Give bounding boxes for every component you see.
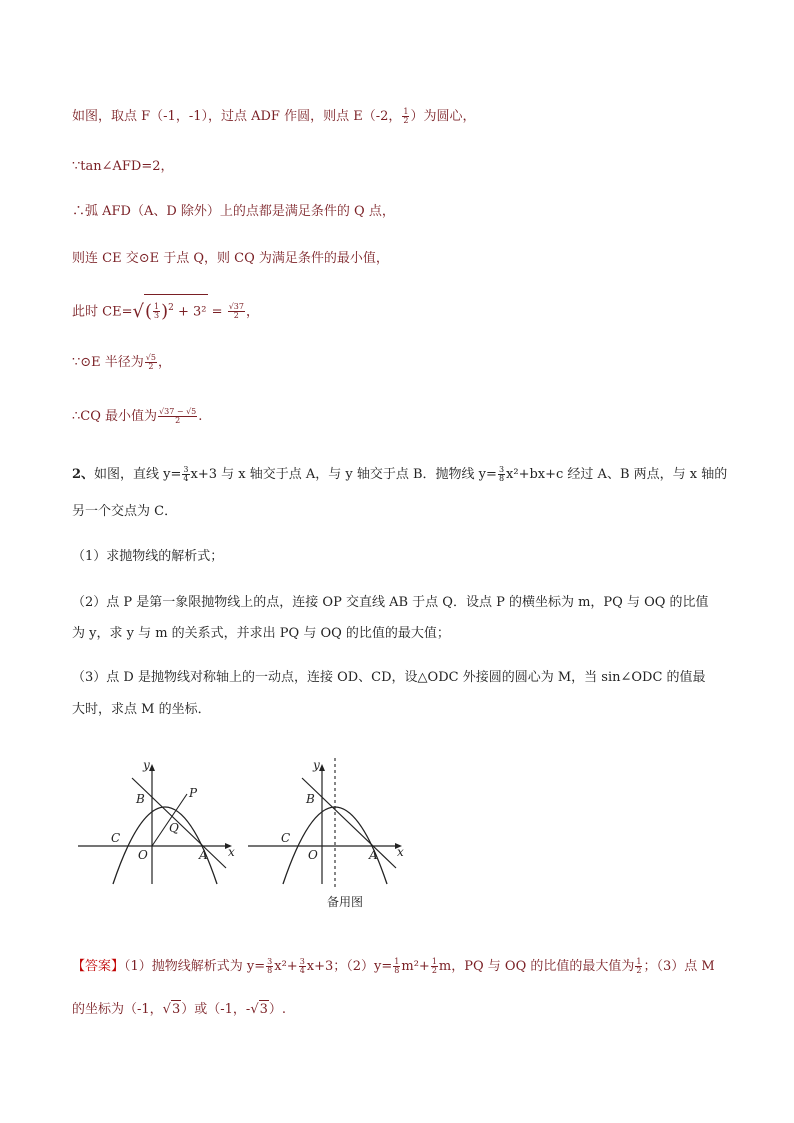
problem-line-2: 另一个交点为 C． [72, 504, 178, 519]
fraction [299, 958, 306, 975]
fraction-num: 1 [431, 957, 437, 966]
text: m²+ [401, 959, 430, 974]
fraction-num: 3 [183, 465, 189, 474]
fraction [266, 958, 273, 975]
text: ， [245, 304, 259, 320]
fraction-den: 4 [183, 474, 189, 483]
sqrt-sign: √ [162, 1002, 171, 1017]
fraction [635, 958, 642, 975]
fraction-den: 2 [636, 966, 642, 975]
label-c: C [111, 831, 121, 845]
fraction [431, 958, 438, 975]
text: ）为圆心， [410, 109, 476, 124]
y-axis-arrow [319, 764, 325, 771]
fraction-den: 2 [148, 362, 154, 371]
y-axis-arrow [149, 764, 155, 771]
question-2-line-2: 为 y，求 y 与 m 的关系式，并求出 PQ 与 OQ 的比值的最大值； [72, 626, 450, 641]
solution-line-3: ∴弧 AFD（A、D 除外）上的点都是满足条件的 Q 点， [72, 204, 395, 219]
text: x+3 与 x 轴交于点 A，与 y 轴交于点 B．抛物线 y= [190, 467, 497, 482]
fraction-num: √5 [145, 353, 156, 362]
label-x: x [228, 845, 235, 859]
label-b: B [306, 792, 315, 806]
fraction-den: 8 [267, 966, 273, 975]
label-y: y [143, 758, 150, 772]
fraction-num: 1 [636, 957, 642, 966]
text: ∴CQ 最小值为 [72, 409, 158, 424]
fraction-den: 2 [431, 966, 437, 975]
text: 如图，直线 y= [94, 467, 182, 482]
label-c: C [281, 831, 291, 845]
fraction-num: 1 [153, 302, 160, 312]
figure-2 [244, 756, 414, 896]
figure-2-caption: 备用图 [327, 895, 364, 909]
solution-line-5 [72, 294, 259, 325]
fraction-num: 1 [394, 957, 400, 966]
fraction-den: 2 [175, 416, 181, 425]
solution-line-4: 则连 CE 交⊙E 于点 Q，则 CQ 为满足条件的最小值， [72, 251, 389, 266]
text: （1）抛物线解析式为 y= [124, 959, 266, 974]
text: x+3；（2）y= [306, 959, 393, 974]
label-a: A [369, 848, 378, 862]
question-2-line-1: （2）点 P 是第一象限抛物线上的点，连接 OP 交直线 AB 于点 Q．设点 P 的横坐标为 m，PQ 与 OQ 的比值 [72, 595, 709, 610]
text: m，PQ 与 OQ 的比值的最大值为 [438, 959, 635, 974]
label-o: O [138, 848, 148, 862]
solution-line-6 [72, 354, 171, 372]
fraction-num: 1 [403, 107, 409, 116]
fraction-den: 4 [299, 966, 305, 975]
sqrt-sign: √ [250, 1002, 259, 1017]
answer-tag: 【答案】 [72, 959, 125, 974]
solution-line-1 [72, 108, 475, 126]
sqrt-sign: √ [132, 300, 144, 322]
label-a: A [199, 848, 208, 862]
fraction [498, 466, 505, 483]
fraction-num: 3 [267, 957, 273, 966]
fraction [182, 466, 189, 483]
text: ， [157, 355, 171, 370]
fraction [228, 303, 245, 320]
label-x: x [397, 845, 404, 859]
answer-line-1 [72, 958, 715, 976]
text: + 3² [177, 304, 207, 320]
exponent: 2 [168, 303, 174, 313]
figure-1 [76, 756, 246, 886]
fraction-den: 3 [153, 311, 160, 321]
fraction-den: 8 [498, 474, 505, 483]
text: . [198, 409, 203, 424]
label-p: P [189, 786, 198, 800]
text: ；（3）点 M [643, 959, 715, 974]
answer-line-2 [72, 1000, 286, 1019]
paren: ) [161, 300, 169, 322]
paren: ( [144, 300, 152, 322]
fraction-den: 8 [394, 966, 400, 975]
label-b: B [136, 792, 145, 806]
solution-line-7 [72, 408, 202, 426]
fraction [393, 958, 400, 975]
text: 的坐标为（-1， [72, 1002, 163, 1017]
fraction [158, 408, 197, 425]
label-q: Q [169, 821, 179, 835]
fraction [145, 354, 157, 371]
text: 此时 CE= [72, 304, 133, 320]
text: x²+bx+c 经过 A、B 两点，与 x 轴的 [506, 467, 728, 482]
solution-line-2: ∵tan∠AFD=2， [72, 159, 174, 174]
text: 如图，取点 F（-1，-1），过点 ADF 作圆，则点 E（-2， [72, 109, 402, 124]
fraction-num: 3 [498, 465, 505, 474]
fraction-den: 2 [403, 116, 409, 125]
fraction-num: 3 [299, 957, 305, 966]
question-1: （1）求抛物线的解析式； [72, 549, 224, 564]
sqrt-body [144, 294, 208, 325]
text: ）或（-1，- [181, 1002, 251, 1017]
problem-number: 2、 [72, 467, 95, 482]
fraction-num: √37 − √5 [159, 407, 197, 416]
text: ∵⊙E 半径为 [72, 355, 144, 370]
fraction [153, 303, 160, 320]
text: = [211, 304, 223, 320]
label-y: y [313, 758, 320, 772]
fraction-den: 2 [233, 311, 239, 321]
label-o: O [308, 848, 318, 862]
question-3-line-1: （3）点 D 是抛物线对称轴上的一动点，连接 OD、CD，设△ODC 外接圆的圆心为 M，当 sin∠ODC 的值最 [72, 670, 706, 685]
fraction [402, 108, 409, 125]
text: x²+ [274, 959, 298, 974]
sqrt-body: 3 [171, 1002, 181, 1017]
text: ）. [268, 1002, 287, 1017]
question-3-line-2: 大时，求点 M 的坐标． [72, 702, 211, 717]
fraction-num: √37 [228, 302, 244, 312]
problem-line-1 [72, 466, 727, 484]
sqrt-body: 3 [259, 1002, 268, 1017]
